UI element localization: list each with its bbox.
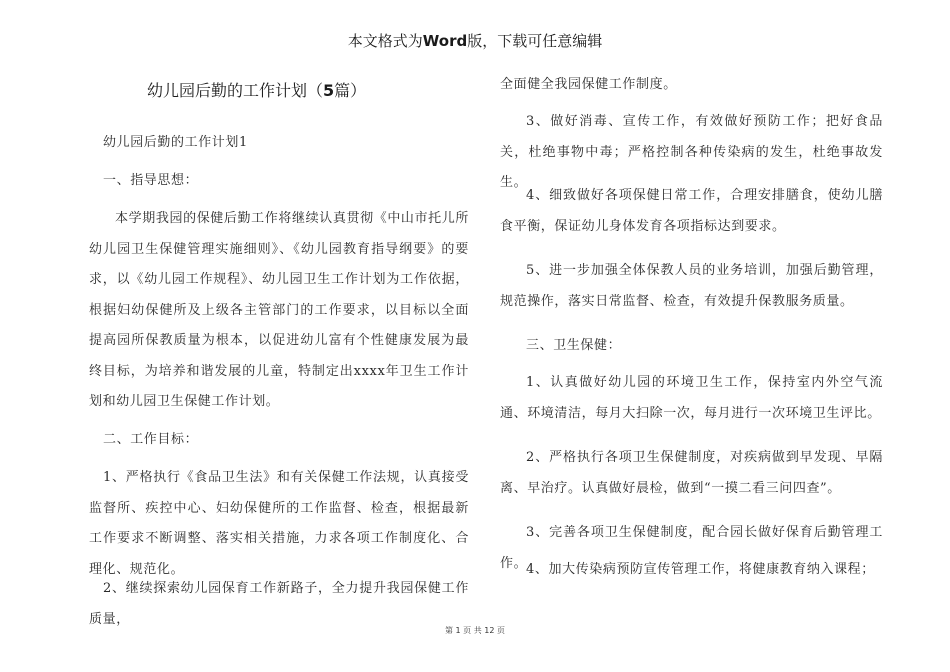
subheading: 二、工作目标： [103, 432, 199, 447]
banner-word: Word [422, 32, 468, 50]
paragraph: 本学期我园的保健后勤工作将继续认真贯彻《中山市托儿所幼儿园卫生保健管理实施细则》、《幼儿园教育指导纲要》的要求，以《幼儿园工作规程》、幼儿园卫生工作计划为工作依据，根据妇幼保健所及上级各主管部门的工作要求，以目标以全面提高园所保教质量为根本，以促进幼儿富有个性健康发展为最终目标，为培养和谐发展的儿童，特制定出xxxx年卫生工作计划和幼儿园卫生保健工作计划。 [89, 211, 469, 409]
section-heading: 幼儿园后勤的工作计划1 [103, 135, 248, 150]
banner-prefix: 本文格式为 [347, 32, 423, 50]
page-number: 第 1 页 共 12 页 [445, 626, 505, 635]
document-title: 幼儿园后勤的工作计划（5篇） [147, 81, 367, 100]
paragraph: 2、严格执行各项卫生保健制度，对疾病做到早发现、早隔离、早治疗。认真做好晨检，做到“一摸二看三问四查”。 [500, 450, 883, 496]
paragraph: 2、继续探索幼儿园保育工作新路子，全力提升我园保健工作质量， [89, 581, 469, 627]
paragraph: 1、严格执行《食品卫生法》和有关保健工作法规，认真接受监督所、疾控中心、妇幼保健所的工作监督、检查，根据最新工作要求不断调整、落实相关措施，力求各项工作制度化、合理化、规范化。 [89, 470, 469, 577]
paragraph: 3、做好消毒、宣传工作，有效做好预防工作；把好食品关，杜绝事物中毒；严格控制各种传染病的发生，杜绝事故发生。 [500, 114, 883, 190]
paragraph: 全面健全我园保健工作制度。 [500, 77, 677, 92]
banner-suffix: 版，下载可任意编辑 [467, 32, 603, 50]
paragraph: 4、加大传染病预防宣传管理工作，将健康教育纳入课程； [526, 562, 875, 577]
paragraph: 4、细致做好各项保健日常工作，合理安排膳食，使幼儿膳食平衡，保证幼儿身体发育各项指标达到要求。 [500, 188, 883, 234]
paragraph: 1、认真做好幼儿园的环境卫生工作，保持室内外空气流通、环境清洁，每月大扫除一次，每月进行一次环境卫生评比。 [500, 375, 883, 421]
subheading: 三、卫生保健： [526, 338, 622, 353]
subheading: 一、指导思想： [103, 173, 199, 188]
format-banner [0, 30, 950, 51]
paragraph: 5、进一步加强全体保教人员的业务培训，加强后勤管理，规范操作，落实日常监督、检查，有效提升保教服务质量。 [500, 263, 883, 309]
paragraph: 3、完善各项卫生保健制度，配合园长做好保育后勤管理工作。 [500, 525, 883, 571]
